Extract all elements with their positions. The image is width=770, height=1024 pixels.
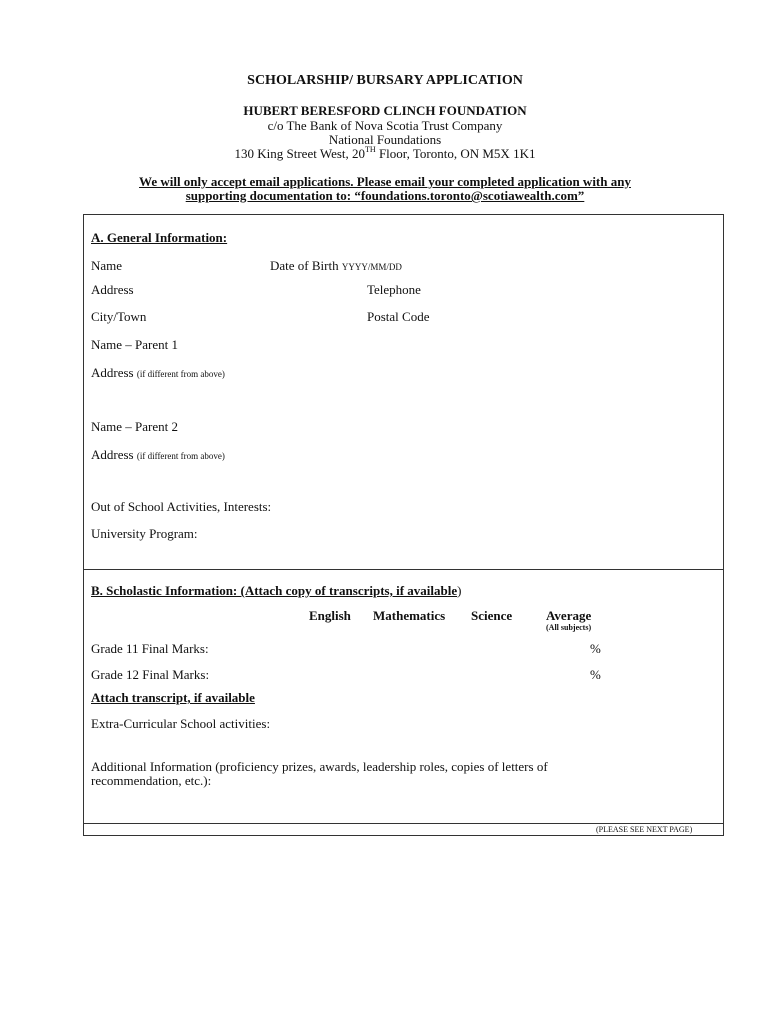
dob-label [270, 258, 402, 274]
division-line: National Foundations [328, 132, 442, 147]
additional-info-line2: recommendation, etc.): [91, 773, 212, 788]
section-b-heading-close: ) [457, 583, 462, 598]
additional-info-line1: Additional Information (proficiency prizes, awards, leadership roles, copies of letters of [91, 759, 548, 774]
university-program-label: University Program: [91, 526, 198, 541]
parent1-address-label [91, 365, 225, 381]
address-label: Address [91, 282, 134, 297]
col-average-note: (All subjects) [546, 623, 592, 632]
parent1-address-note: (if different from above) [136, 369, 225, 379]
section-a-heading: A. General Information: [91, 230, 228, 245]
section-b-heading [91, 583, 461, 599]
attach-transcript-label: Attach transcript, if available [91, 690, 255, 705]
extra-curricular-label: Extra-Curricular School activities: [91, 716, 271, 731]
dob-label-text: Date of Birth [270, 258, 339, 273]
parent1-address-text: Address [91, 365, 134, 380]
email-notice-line2: supporting documentation to: “foundations.toronto@scotiawealth.com” [185, 188, 585, 203]
city-label: City/Town [91, 309, 147, 324]
parent2-address-text: Address [91, 447, 134, 462]
col-english: English [309, 608, 351, 623]
care-of-line: c/o The Bank of Nova Scotia Trust Company [267, 118, 503, 133]
grade12-label: Grade 12 Final Marks: [91, 667, 210, 682]
col-mathematics: Mathematics [373, 608, 446, 623]
name-label: Name [91, 258, 123, 273]
parent1-name-label: Name – Parent 1 [91, 337, 179, 352]
street-address-part1: 130 King Street West, 20 [234, 146, 366, 161]
street-address-part2: Floor, Toronto, ON M5X 1K1 [375, 146, 536, 161]
parent2-address-label [91, 447, 225, 463]
street-address [0, 146, 770, 162]
grade11-percent: % [590, 641, 601, 656]
email-notice-line1: We will only accept email applications. Please email your completed application with any [139, 174, 631, 189]
grade11-label: Grade 11 Final Marks: [91, 641, 209, 656]
grade12-percent: % [590, 667, 601, 682]
foundation-name: HUBERT BERESFORD CLINCH FOUNDATION [243, 103, 527, 118]
col-science: Science [471, 608, 513, 623]
postal-code-label: Postal Code [367, 309, 430, 324]
footer-divider [83, 823, 724, 824]
dob-format: YYYY/MM/DD [341, 262, 402, 272]
form-title: SCHOLARSHIP/ BURSARY APPLICATION [247, 73, 523, 88]
section-b-heading-text: B. Scholastic Information: (Attach copy of transcripts, if available [91, 583, 458, 598]
telephone-label: Telephone [367, 282, 421, 297]
parent2-address-note: (if different from above) [136, 451, 225, 461]
activities-label: Out of School Activities, Interests: [91, 499, 272, 514]
next-page-note: (PLEASE SEE NEXT PAGE) [596, 825, 693, 834]
col-average: Average [546, 608, 592, 623]
floor-suffix: TH [365, 145, 376, 154]
section-a-box [83, 214, 724, 570]
parent2-name-label: Name – Parent 2 [91, 419, 179, 434]
